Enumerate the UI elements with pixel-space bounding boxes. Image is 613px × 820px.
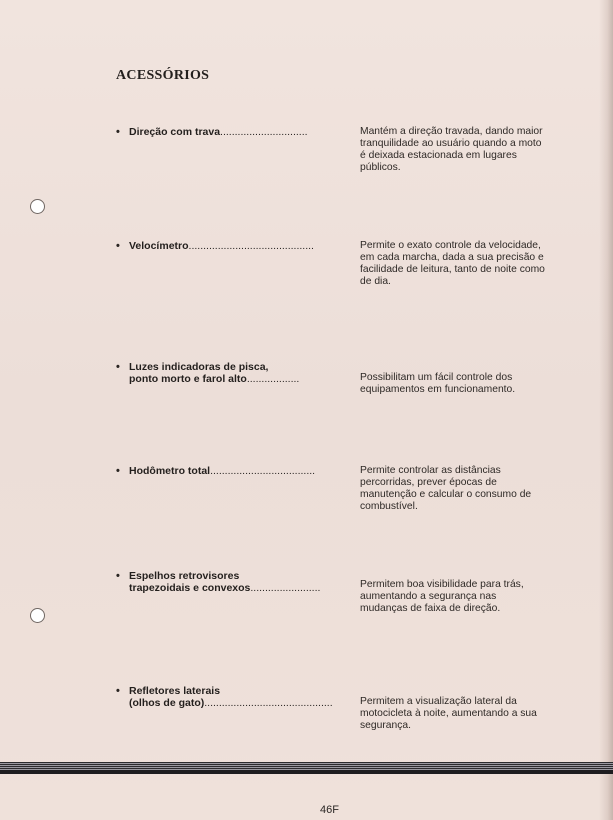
leader-dots: .............................. (220, 126, 308, 138)
accessory-label (129, 361, 361, 385)
accessory-description: Possibilitam um fácil controle dos equipamentos em funcionamento. (360, 372, 516, 395)
accessory-label-line: Direção com trava (129, 126, 221, 138)
accessory-description: Permite controlar as distâncias percorridas, prever épocas de manutenção e calcular o consumo de combustível. (360, 465, 532, 512)
accessory-label (129, 570, 361, 594)
accessory-description: Permite o exato controle da velocidade, em cada marcha, dada a sua precisão e facilidade de leitura, tanto de noite como de dia. (360, 240, 545, 287)
leader-dots: .................................... (210, 465, 316, 477)
binder-hole-top (30, 199, 45, 214)
leader-dots: ........................................... (188, 240, 314, 252)
leader-dots: ........................ (250, 582, 321, 594)
page-number: 46F (320, 804, 339, 816)
accessory-description: Mantém a direção travada, dando maior tranquilidade ao usuário quando a moto é deixada estacionada em lugares públicos. (360, 126, 543, 173)
footer-rule (0, 762, 613, 774)
bullet-icon: • (116, 240, 120, 252)
accessory-description: Permitem a visualização lateral da motocicleta à noite, aumentando a sua segurança. (360, 696, 537, 731)
binder-hole-bottom (30, 608, 45, 623)
bullet-icon: • (116, 570, 120, 582)
accessory-label (129, 240, 361, 252)
page-title: ACESSÓRIOS (116, 68, 210, 83)
accessory-label-line: (olhos de gato) (129, 697, 205, 709)
accessory-label-line: ponto morto e farol alto (129, 373, 247, 385)
accessory-label-line: trapezoidais e convexos (129, 582, 251, 594)
accessory-description: Permitem boa visibilidade para trás, aumentando a segurança nas mudanças de faixa de direção. (360, 579, 524, 614)
bullet-icon: • (116, 465, 120, 477)
bullet-icon: • (116, 685, 120, 697)
bullet-icon: • (116, 361, 120, 373)
accessory-label-line: Refletores laterais (129, 685, 221, 697)
accessory-label-line: Velocímetro (129, 240, 189, 252)
accessory-label (129, 465, 361, 477)
bullet-icon: • (116, 126, 120, 138)
accessory-label-line: Hodômetro total (129, 465, 211, 477)
accessory-label (129, 685, 361, 709)
accessory-label (129, 126, 361, 138)
accessory-label-line: Espelhos retrovisores (129, 570, 240, 582)
leader-dots: ............................................ (204, 697, 333, 709)
page-edge-shadow (599, 0, 613, 820)
leader-dots: .................. (246, 373, 300, 385)
accessory-label-line: Luzes indicadoras de pisca, (129, 361, 269, 373)
